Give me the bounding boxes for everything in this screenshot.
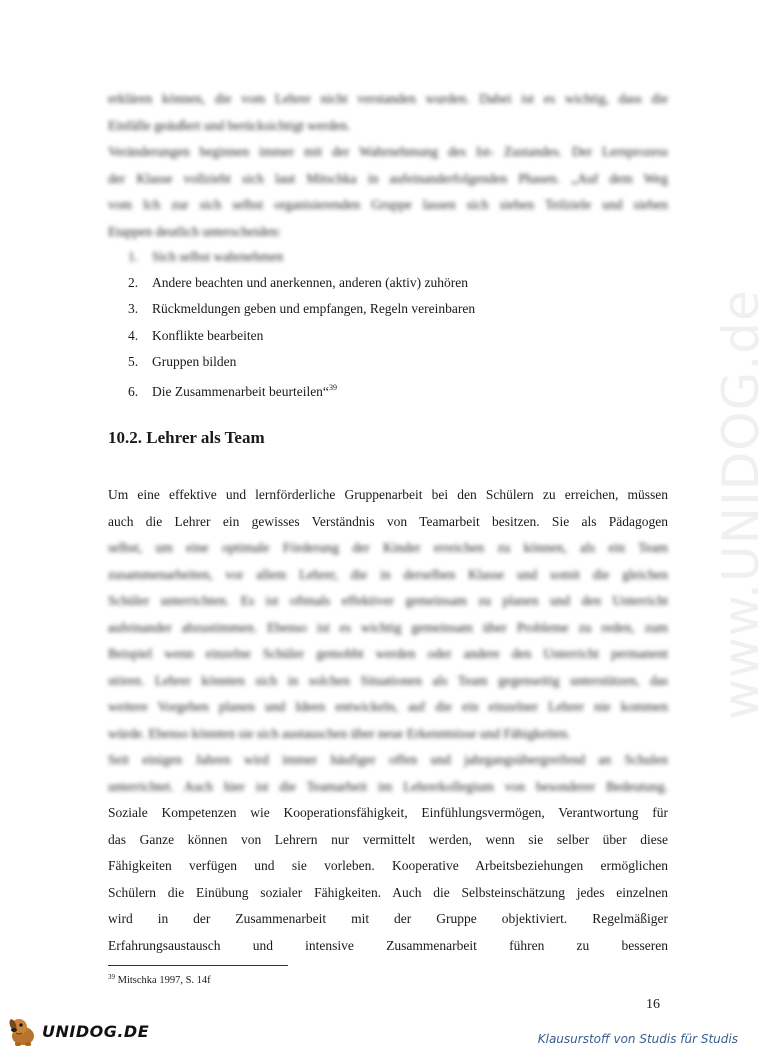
list-number: 5. xyxy=(128,353,139,369)
list-text: Die Zusammenarbeit beurteilen“ xyxy=(152,383,329,399)
phase-list xyxy=(128,244,475,401)
list-text: Gruppen bilden xyxy=(152,353,237,369)
text-line: Fähigkeiten verfügen und sie vorleben. Kooperative Arbeitsbeziehungen ermöglichen xyxy=(108,858,668,873)
text-line: stören. Lehrer könnten sich in solchen Situationen als Team gegenseitig unterstützen, das xyxy=(108,672,668,688)
footnote-divider xyxy=(108,965,288,966)
text-line: das Ganze können von Lehrern nur vermittelt werden, wenn sie selber über diese xyxy=(108,831,668,847)
list-item xyxy=(128,375,475,401)
list-number: 3. xyxy=(128,301,139,317)
text-line: vom Ich zur sich selbst organisierenden Gruppe lassen sich sieben Teilziele und sieben xyxy=(108,197,668,212)
footer-tagline: Klausurstoff von Studis für Studis xyxy=(537,1032,738,1046)
dog-icon xyxy=(6,1014,42,1048)
list-text: Konflikte bearbeiten xyxy=(152,327,264,343)
list-text: Sich selbst wahrnehmen xyxy=(152,249,284,264)
list-text: Rückmeldungen geben und empfangen, Regeln vereinbaren xyxy=(152,301,476,317)
text-line: auch die Lehrer ein gewisses Verständnis von Teamarbeit besitzen. Sie als Pädagogen xyxy=(108,513,668,529)
page-number: 16 xyxy=(646,997,660,1012)
text-line: der Klasse vollzieht sich laut Mitschka in aufeinanderfolgenden Phasen. „Auf dem Weg xyxy=(108,170,668,186)
text-line: weitere Vorgehen planen und Ideen entwickeln, auf die ein einzelner Lehrer nie kommen xyxy=(108,699,668,714)
list-item xyxy=(128,244,475,270)
footnote-reference: 39 xyxy=(328,382,337,392)
footnote-number: 39 xyxy=(108,973,115,981)
intro-paragraph xyxy=(108,86,668,245)
list-text: Andere beachten und anerkennen, anderen (aktiv) zuhören xyxy=(152,275,468,291)
list-number: 6. xyxy=(128,383,139,399)
text-line: Um eine effektive und lernförderliche Gruppenarbeit bei den Schülern zu erreichen, müssen xyxy=(108,487,668,502)
footnote xyxy=(108,973,211,986)
text-line: selbst, um eine optimale Förderung der Kinder erreichen zu können, als ein Team xyxy=(108,540,668,555)
footnote-text: Mitschka 1997, S. 14f xyxy=(117,975,211,986)
text-line: Schülern die Einübung sozialer Fähigkeiten. Auch die Selbsteinschätzung jedes einzelnen xyxy=(108,884,668,900)
text-line: Seit einigen Jahren wird immer häufiger offen und jahrgangsübergreifend an Schulen xyxy=(108,752,668,767)
list-item xyxy=(128,270,475,296)
text-line: Soziale Kompetenzen wie Kooperationsfähigkeit, Einfühlungsvermögen, Verantwortung für xyxy=(108,805,668,820)
list-number: 1. xyxy=(128,249,139,264)
text-line: Erfahrungsaustausch und intensive Zusammenarbeit führen zu besseren xyxy=(108,937,668,953)
text-line: aufeinander abzustimmen. Ebenso ist es wichtig gemeinsam über Probleme zu reden, zum xyxy=(108,619,668,635)
list-number: 4. xyxy=(128,327,139,343)
list-item xyxy=(128,323,475,349)
text-line: wird in der Zusammenarbeit mit der Gruppe objektiviert. Regelmäßiger xyxy=(108,911,668,926)
list-item xyxy=(128,296,475,322)
text-line: unterrichtet. Auch hier ist die Teamarbeit im Lehrerkollegium von besonderer Bedeutung. xyxy=(108,778,668,794)
text-line: erklären können, die vom Lehrer nicht verstanden wurden. Dabei ist es wichtig, dass die xyxy=(108,91,668,106)
text-line: Veränderungen beginnen immer mit der Wahrnehmung des Ist- Zustandes. Der Lernprozess xyxy=(108,144,668,159)
unidog-logo[interactable] xyxy=(6,1014,149,1048)
logo-text: UNIDOG.DE xyxy=(42,1021,150,1041)
section-heading: 10.2. Lehrer als Team xyxy=(108,428,265,447)
text-line: zusammenarbeiten, vor allem Lehrer, die in derselben Klasse und somit die gleichen xyxy=(108,566,668,582)
text-line: Beispiel wenn einzelne Schüler gemobbt werden oder andere den Unterricht permanent xyxy=(108,646,668,661)
list-number: 2. xyxy=(128,275,139,291)
watermark: www.UNIDOG.de xyxy=(712,289,770,720)
text-line: Einfälle geäußert und berücksichtigt werden. xyxy=(108,117,351,133)
text-line: Etappen deutlich unterscheiden: xyxy=(108,223,282,239)
text-line: Schüler unterrichten. Es ist oftmals effektiver gemeinsam zu planen und den Unterricht xyxy=(108,593,668,608)
text-line: würde. Ebenso könnten sie sich austauschen über neue Erkenntnisse und Fähigkeiten. xyxy=(108,725,571,741)
section-paragraph xyxy=(108,482,668,959)
list-item xyxy=(128,349,475,375)
